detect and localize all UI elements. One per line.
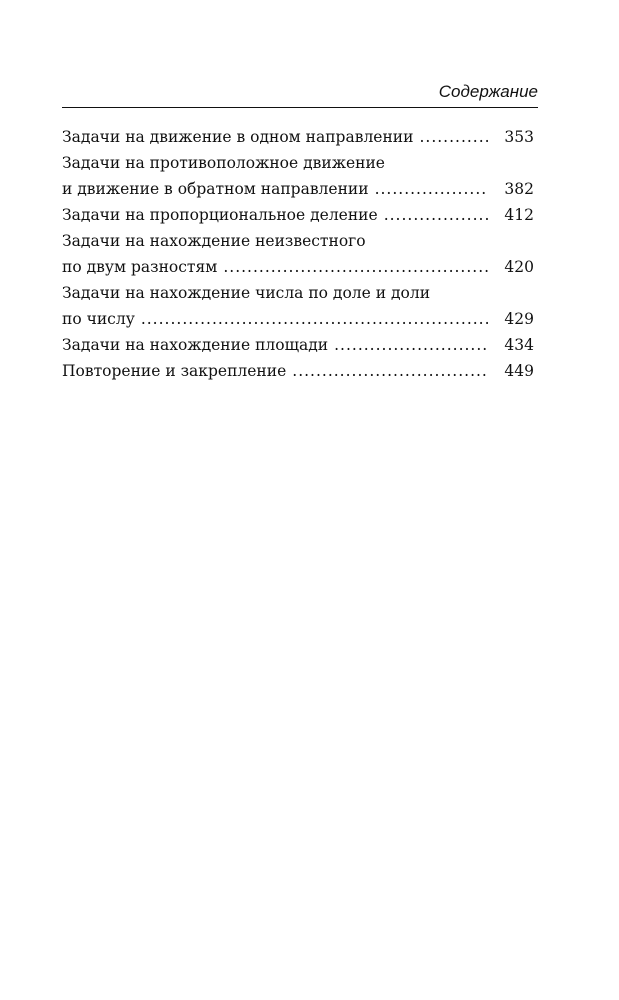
toc-entry[interactable] [62, 124, 534, 150]
dot-leader [223, 254, 488, 280]
toc-entry-page-number: 382 [504, 180, 534, 198]
toc-entry-title-continued: и движение в обратном направлении [62, 180, 369, 198]
toc-entry-line [62, 280, 534, 306]
toc-entry-page-number: 449 [504, 362, 534, 380]
toc-entry-title: Задачи на противоположное движение [62, 154, 385, 172]
toc-entry[interactable] [62, 202, 534, 228]
toc-entry[interactable] [62, 228, 534, 280]
toc-entry-page-number: 412 [504, 206, 534, 224]
toc-entry[interactable] [62, 358, 534, 384]
toc-entry[interactable] [62, 150, 534, 202]
toc-entry-page-number: 353 [504, 128, 534, 146]
toc-entry-last-line [62, 124, 534, 150]
dot-leader [419, 124, 488, 150]
header-rule [62, 107, 538, 108]
toc-entry-title: Задачи на движение в одном направлении [62, 128, 414, 146]
dot-leader [334, 332, 488, 358]
toc-entry-last-line [62, 306, 534, 332]
toc-entry-last-line [62, 254, 534, 280]
toc-entry-last-line [62, 176, 534, 202]
running-head: Содержание [438, 82, 538, 101]
toc-entry-last-line [62, 202, 534, 228]
toc-entry-page-number: 434 [504, 336, 534, 354]
toc-entry-last-line [62, 332, 534, 358]
toc-entry-title: Повторение и закрепление [62, 362, 287, 380]
toc-entry-page-number: 420 [504, 258, 534, 276]
toc-entry-title: Задачи на пропорциональное деление [62, 206, 378, 224]
toc-entry[interactable] [62, 280, 534, 332]
toc-entry-title: Задачи на нахождение числа по доле и доли [62, 284, 431, 302]
dot-leader [384, 202, 488, 228]
toc-entry-last-line [62, 358, 534, 384]
dot-leader [292, 358, 488, 384]
table-of-contents [62, 124, 534, 384]
toc-entry-line [62, 228, 534, 254]
toc-entry-title: Задачи на нахождение площади [62, 336, 329, 354]
dot-leader [141, 306, 488, 332]
toc-entry-page-number: 429 [504, 310, 534, 328]
toc-entry-title-continued: по двум разностям [62, 258, 218, 276]
toc-entry[interactable] [62, 332, 534, 358]
dot-leader [375, 176, 488, 202]
toc-entry-title-continued: по числу [62, 310, 135, 328]
toc-entry-title: Задачи на нахождение неизвестного [62, 232, 366, 250]
toc-entry-line [62, 150, 534, 176]
